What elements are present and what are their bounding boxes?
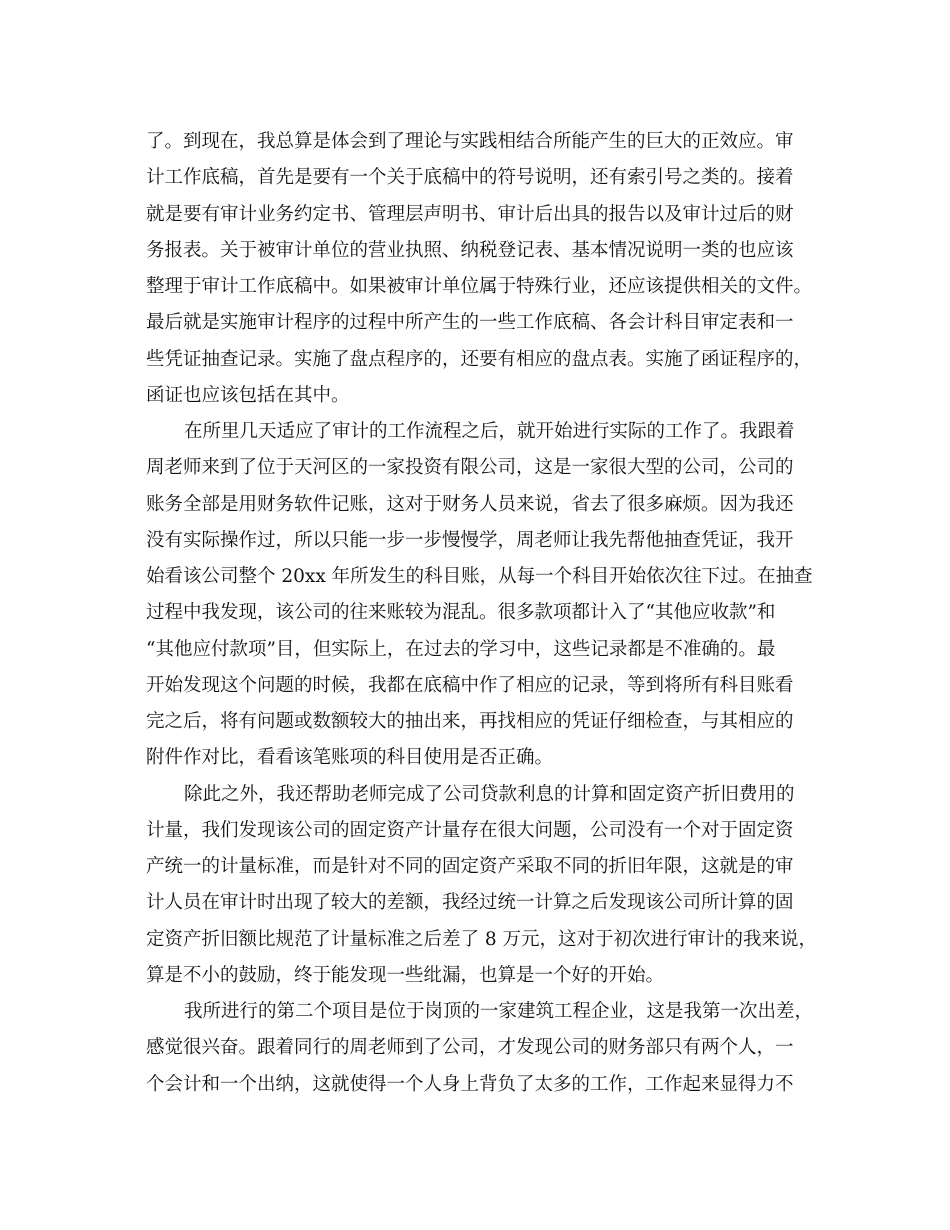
text-line: 过程中我发现，该公司的往来账较为混乱。很多款项都计入了“其他应收款”和 [146, 602, 776, 624]
paragraph-1 [146, 124, 813, 414]
text-line: 务报表。关于被审计单位的营业执照、纳税登记表、基本情况说明一类的也应该 [146, 239, 794, 261]
document-page [146, 124, 818, 1103]
text-line: 个会计和一个出纳，这就使得一个人身上背负了太多的工作，工作起来显得力不 [146, 1073, 794, 1095]
text-line: 感觉很兴奋。跟着同行的周老师到了公司，才发现公司的财务部只有两个人，一 [146, 1037, 794, 1059]
text-line: 周老师来到了位于天河区的一家投资有限公司，这是一家很大型的公司，公司的 [146, 457, 794, 479]
text-line: 了。到现在，我总算是体会到了理论与实践相结合所能产生的巨大的正效应。审 [146, 131, 794, 152]
text-line: 开始发现这个问题的时候，我都在底稿中作了相应的记录，等到将所有科目账看 [146, 674, 794, 696]
paragraph-4 [146, 994, 814, 1103]
text-line: 计工作底稿，首先是要有一个关于底稿中的符号说明，还有索引号之类的。接着 [146, 167, 794, 189]
text-line: 没有实际操作过，所以只能一步一步慢慢学，周老师让我先帮他抽查凭证，我开 [146, 529, 794, 551]
text-line: 完之后，将有问题或数额较大的抽出来，再找相应的凭证仔细检查，与其相应的 [146, 711, 794, 732]
text-line: 除此之外，我还帮助老师完成了公司贷款利息的计算和固定资产折旧费用的 [184, 783, 795, 805]
text-line: 最后就是实施审计程序的过程中所产生的一些工作底稿、各会计科目审定表和一 [146, 312, 794, 334]
paragraph-3 [146, 777, 818, 995]
text-line: 我所进行的第二个项目是位于岗顶的一家建筑工程企业，这是我第一次出差， [184, 1001, 814, 1022]
text-line: “其他应付款项”目，但实际上，在过去的学习中，这些记录都是不准确的。最 [146, 638, 776, 660]
text-line: 定资产折旧额比规范了计量标准之后差了 8 万元，这对于初次进行审计的我来说， [146, 928, 818, 950]
paragraph-2 [146, 414, 813, 777]
text-line: 产统一的计量标准，而是针对不同的固定资产采取不同的折旧年限，这就是的审 [146, 856, 794, 877]
text-line: 算是不小的鼓励，终于能发现一些纰漏，也算是一个好的开始。 [146, 964, 665, 986]
text-line: 计量，我们发现该公司的固定资产计量存在很大问题，公司没有一个对于固定资 [146, 819, 794, 841]
text-line: 整理于审计工作底稿中。如果被审计单位属于特殊行业，还应该提供相关的文件。 [146, 276, 813, 297]
text-line: 附件作对比，看看该笔账项的科目使用是否正确。 [146, 747, 554, 769]
text-line: 就是要有审计业务约定书、管理层声明书、审计后出具的报告以及审计过后的财 [146, 203, 794, 225]
text-line: 账务全部是用财务软件记账，这对于财务人员来说，省去了很多麻烦。因为我还 [146, 493, 794, 515]
text-line: 计人员在审计时出现了较大的差额，我经过统一计算之后发现该公司所计算的固 [146, 892, 794, 914]
text-line: 始看该公司整个 20xx 年所发生的科目账，从每一个科目开始依次往下过。在抽查 [146, 566, 813, 587]
text-line: 函证也应该包括在其中。 [146, 384, 350, 406]
text-line: 些凭证抽查记录。实施了盘点程序的，还要有相应的盘点表。实施了函证程序的， [146, 348, 813, 370]
text-line: 在所里几天适应了审计的工作流程之后，就开始进行实际的工作了。我跟着 [184, 421, 795, 442]
